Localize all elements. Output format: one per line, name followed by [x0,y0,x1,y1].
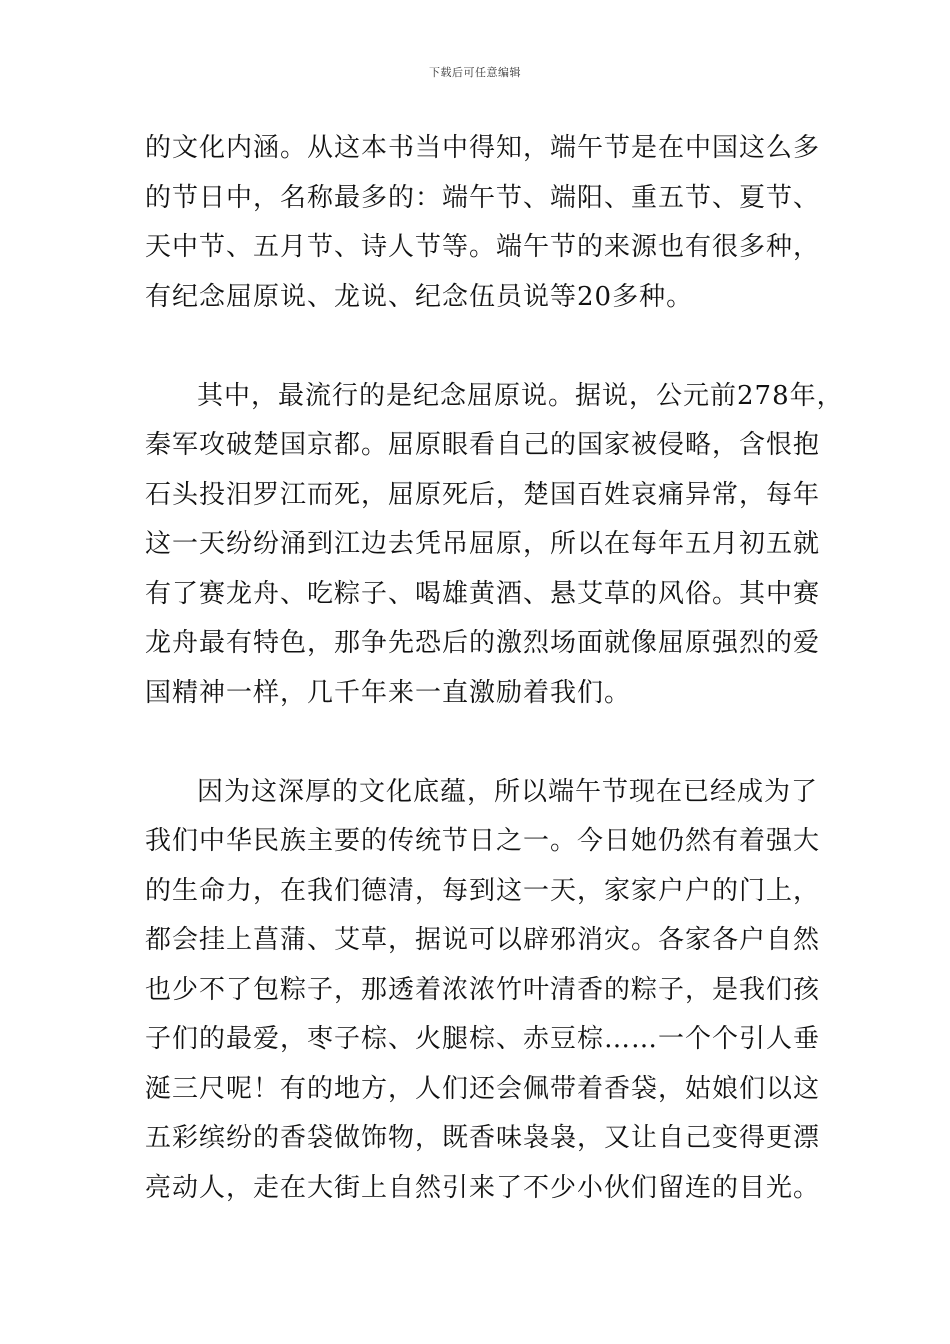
text-line: 的文化内涵。从这本书当中得知，端午节是在中国这么多 [145,133,821,163]
paragraph-2 [145,372,844,719]
text-line: 的生命力，在我们德清，每到这一天，家家户户的门上， [145,875,821,906]
text-line: 其中，最流行的是纪念屈原说。据说，公元前278年， [197,380,844,411]
paragraph-1 [145,124,821,322]
paragraph-gap [145,322,815,372]
text-line: 国精神一样，几千年来一直激励着我们。 [145,677,632,708]
text-line: 都会挂上菖蒲、艾草，据说可以辟邪消灾。各家各户自然 [145,925,821,955]
text-line: 有了赛龙舟、吃粽子、喝雄黄酒、悬艾草的风俗。其中赛 [145,578,821,609]
text-line: 子们的最爱，枣子棕、火腿棕、赤豆棕……一个个引人垂 [145,1024,821,1054]
text-line: 这一天纷纷涌到江边去凭吊屈原，所以在每年五月初五就 [145,529,821,559]
text-line: 天中节、五月节、诗人节等。端午节的来源也有很多种， [145,232,821,262]
text-line: 龙舟最有特色，那争先恐后的激烈场面就像屈原强烈的爱 [145,628,821,658]
paragraph-gap [145,718,815,768]
page-header-note: 下载后可任意编辑 [429,66,521,79]
text-line: 我们中华民族主要的传统节日之一。今日她仍然有着强大 [145,826,821,856]
text-line: 秦军攻破楚国京都。屈原眼看自己的国家被侵略，含恨抱 [145,430,821,460]
paragraph-3 [145,768,821,1214]
text-line: 的节日中，名称最多的：端午节、端阳、重五节、夏节、 [145,182,821,213]
text-line: 五彩缤纷的香袋做饰物，既香味袅袅，又让自己变得更漂 [145,1123,821,1153]
document-body [145,124,844,1213]
text-line: 因为这深厚的文化底蕴，所以端午节现在已经成为了 [197,776,819,807]
text-line: 有纪念屈原说、龙说、纪念伍员说等20多种。 [145,281,694,312]
text-line: 也少不了包粽子，那透着浓浓竹叶清香的粽子，是我们孩 [145,974,821,1005]
text-line: 石头投汨罗江而死，屈原死后，楚国百姓哀痛异常，每年 [145,479,821,510]
text-line: 亮动人，走在大街上自然引来了不少小伙们留连的目光。 [145,1172,821,1203]
text-line: 涎三尺呢！有的地方，人们还会佩带着香袋，姑娘们以这 [145,1073,821,1104]
